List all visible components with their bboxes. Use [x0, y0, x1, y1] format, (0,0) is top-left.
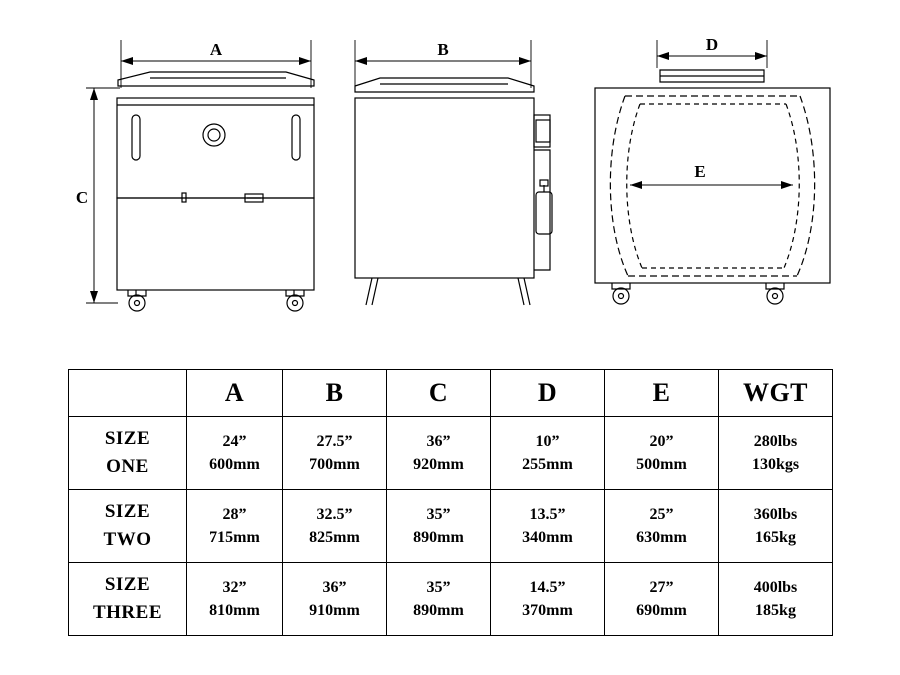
cell-size-two-c: 35” 890mm: [387, 490, 491, 563]
header-d: D: [491, 370, 605, 417]
cell-size-one-a: 24” 600mm: [187, 417, 283, 490]
dimension-e: [630, 181, 793, 189]
front-view: [86, 40, 314, 311]
row-label-size-one: SIZE ONE: [69, 417, 187, 490]
header-a: A: [187, 370, 283, 417]
dimension-label-b: B: [437, 40, 449, 59]
cell-size-two-a: 28” 715mm: [187, 490, 283, 563]
cell-size-three-a: 32” 810mm: [187, 563, 283, 636]
cell-size-one-wgt: 280lbs 130kgs: [719, 417, 833, 490]
top-view: [595, 40, 830, 304]
caster-top-right: [766, 283, 784, 304]
table-row: [69, 490, 833, 563]
row-label-size-three: SIZE THREE: [69, 563, 187, 636]
dimension-c: [86, 88, 120, 303]
cell-size-three-c: 35” 890mm: [387, 563, 491, 636]
cell-size-two-d: 13.5” 340mm: [491, 490, 605, 563]
cell-size-three-e: 27” 690mm: [605, 563, 719, 636]
cell-size-one-e: 20” 500mm: [605, 417, 719, 490]
specifications-table-container: [68, 369, 832, 636]
dimension-label-e: E: [694, 162, 706, 181]
dimension-label-a: A: [209, 40, 223, 59]
table-row: [69, 563, 833, 636]
specifications-table: [68, 369, 833, 636]
cell-size-two-e: 25” 630mm: [605, 490, 719, 563]
table-header-row: [69, 370, 833, 417]
cell-size-one-b: 27.5” 700mm: [283, 417, 387, 490]
cell-size-two-wgt: 360lbs 165kg: [719, 490, 833, 563]
cell-size-one-d: 10” 255mm: [491, 417, 605, 490]
caster-front-right: [286, 290, 304, 311]
header-e: E: [605, 370, 719, 417]
caster-top-left: [612, 283, 630, 304]
caster-front-left: [128, 290, 146, 311]
dimension-label-c: C: [75, 188, 89, 207]
row-label-size-two: SIZE TWO: [69, 490, 187, 563]
header-b: B: [283, 370, 387, 417]
dimension-label-d: D: [705, 35, 719, 54]
header-c: C: [387, 370, 491, 417]
cell-size-two-b: 32.5” 825mm: [283, 490, 387, 563]
cell-size-one-c: 36” 920mm: [387, 417, 491, 490]
cell-size-three-wgt: 400lbs 185kg: [719, 563, 833, 636]
header-blank: [69, 370, 187, 417]
side-view: [355, 40, 552, 305]
cell-size-three-b: 36” 910mm: [283, 563, 387, 636]
cell-size-three-d: 14.5” 370mm: [491, 563, 605, 636]
table-row: [69, 417, 833, 490]
header-wgt: WGT: [719, 370, 833, 417]
